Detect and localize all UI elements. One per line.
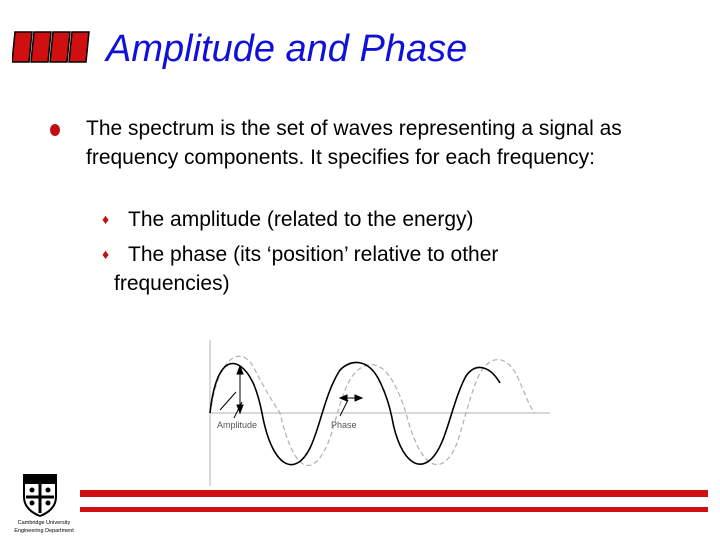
- university-crest-icon: [22, 473, 58, 517]
- diamond-bullet-icon: ♦: [102, 246, 110, 262]
- phase-label: Phase: [331, 420, 357, 430]
- department-logo-bars: [12, 30, 90, 64]
- amplitude-arrow: [220, 366, 243, 418]
- main-bullet-text: The spectrum is the set of waves representing a signal as frequency components. It specifies for each frequency:: [86, 117, 622, 169]
- sub-bullet-phase: [102, 240, 498, 271]
- sub-bullet-continuation: frequencies): [114, 272, 230, 295]
- slide-title: Amplitude and Phase: [106, 28, 468, 70]
- university-line-1: Cambridge University: [17, 520, 71, 526]
- amplitude-phase-diagram: [200, 338, 560, 488]
- university-name: [4, 519, 84, 535]
- sub-bullet-amplitude: [102, 205, 474, 236]
- diamond-bullet-icon: ♦: [102, 211, 110, 227]
- sub-bullet-label: The phase (its ‘position’ relative to other: [128, 243, 499, 266]
- amplitude-label: Amplitude: [217, 420, 258, 430]
- bullet-dot-icon: [50, 124, 60, 136]
- university-line-2: Engineering Department: [14, 528, 74, 534]
- sub-bullet-label: The amplitude (related to the energy): [128, 208, 474, 231]
- signal-wave: [210, 362, 500, 464]
- footer-red-line-top: [80, 490, 708, 497]
- footer-red-line-bottom: [80, 507, 708, 512]
- reference-wave: [210, 356, 535, 465]
- diagram-axes: [210, 340, 550, 486]
